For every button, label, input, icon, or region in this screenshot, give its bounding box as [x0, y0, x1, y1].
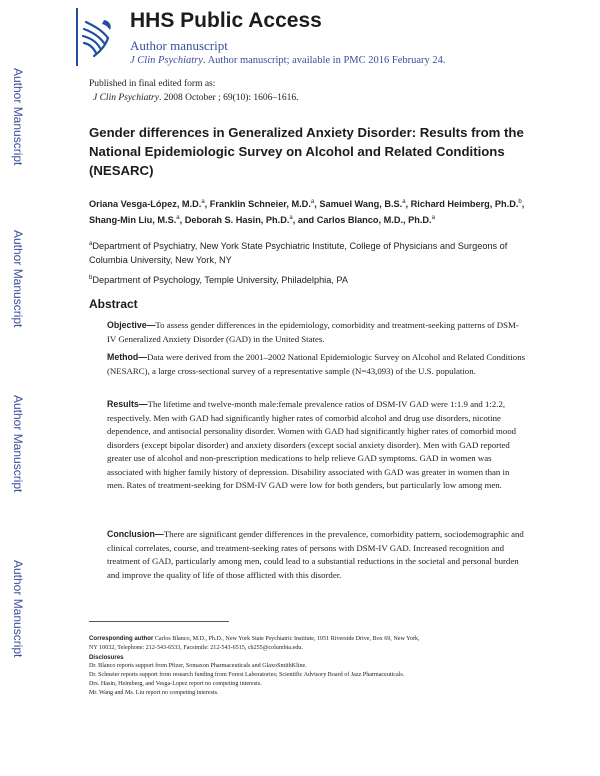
header-divider: [76, 8, 78, 66]
abstract-conclusion: [107, 528, 527, 582]
section-text: The lifetime and twelve-month male:female prevalence ratios of DSM-IV GAD were 1:1.9 and 1:2.2, respectively. Men with GAD had significantly higher rates of comorbid alcohol and drug use disorders, nicotine dependence, and antisocial personality disorder. Women with GAD had significantly higher rates of comorbid mood disorders (except bipolar disorder) and anxiety disorders (except social anxiety disorder). Men with GAD reported greater use of alcohol and non-prescription medications to help relieve GAD symptoms. GAD in women was associated with higher family history of depression. Disability associated with GAD was greater in women than in men. Rates of treatment-seeking for DSM-IV GAD were low for both genders, but particularly low among men.: [107, 399, 517, 490]
footnotes: [89, 634, 529, 698]
author-separator: ,: [521, 199, 525, 210]
citation-details: . 2008 October ; 69(10): 1606–1616.: [158, 93, 299, 103]
side-label-author-manuscript: Author Manuscript: [11, 395, 25, 493]
abstract-results: [107, 398, 527, 493]
author-separator: , and: [292, 214, 317, 225]
author-affiliation-mark: a: [176, 214, 180, 221]
section-text: There are significant gender differences in the prevalence, comorbidity pattern, sociodemographic and clinical correlates, course, and treatment-seeking rates of persons with DSM-IV GAD. Increased recognition and treatment of GAD, particularly among men, could lead to a substantial reductions in the societal and personal burden and improve the quality of life of those afflicted with this disorder.: [107, 529, 524, 580]
author: Samuel Wang, B.S.: [319, 199, 403, 210]
journal-name: J Clin Psychiatry: [130, 55, 203, 66]
author-separator: ,: [314, 199, 320, 210]
availability-text: . Author manuscript; available in PMC 2016 February 24.: [202, 55, 446, 66]
author-separator: ,: [405, 199, 411, 210]
affiliation-mark: b: [89, 275, 93, 281]
author-affiliation-mark: b: [518, 199, 522, 205]
disclosure-line: Drs. Hasin, Heimberg, and Vesga-Lopez report no competing interests.: [89, 681, 262, 687]
author: Deborah S. Hasin, Ph.D.: [184, 214, 290, 225]
disclosure-line: Mr. Wang and Ms. Liu report no competing interests.: [89, 690, 219, 696]
affiliation: [89, 238, 529, 267]
section-text: To assess gender differences in the epidemiology, comorbidity and treatment-seeking patterns of DSM-IV Generalized Anxiety Disorder (GAD) in the United States.: [107, 320, 519, 344]
affiliation-text: Department of Psychology, Temple University, Philadelphia, PA: [92, 275, 349, 286]
author: Richard Heimberg, Ph.D.: [410, 199, 519, 210]
abstract-objective: [107, 319, 527, 346]
hhs-eagle-logo-icon: [80, 12, 114, 62]
article-title: Gender differences in Generalized Anxiety Disorder: Results from the National Epidemiologic Survey on Alcohol and Related Conditions (NESARC): [89, 125, 524, 178]
disclosure-line: Dr. Blanco reports support from Pfizer, Somaxon Pharmaceuticals and GlaxoSmithKline.: [89, 663, 307, 669]
author-list: [89, 196, 529, 227]
author-affiliation-mark: a: [289, 214, 293, 221]
author-affiliation-mark: a: [431, 214, 435, 221]
author-affiliation-mark: a: [201, 199, 205, 205]
author: Carlos Blanco, M.D., Ph.D.: [316, 214, 432, 225]
author-separator: ,: [204, 199, 210, 210]
hhs-public-access-title: HHS Public Access: [130, 9, 322, 32]
footnote-divider: [89, 621, 229, 622]
author: Franklin Schneier, M.D.: [209, 199, 311, 210]
side-label-author-manuscript: Author Manuscript: [11, 560, 25, 658]
abstract-method: [107, 351, 527, 378]
side-label-author-manuscript: Author Manuscript: [11, 68, 25, 166]
section-label: Objective—: [107, 320, 156, 330]
citation-journal: J Clin Psychiatry: [93, 93, 159, 103]
author-manuscript-label: Author manuscript: [130, 38, 228, 53]
disclosures-label: Disclosures: [89, 654, 124, 661]
side-label-author-manuscript: Author Manuscript: [11, 230, 25, 328]
author: Shang-Min Liu, M.S.: [89, 214, 177, 225]
affiliation: [89, 272, 529, 288]
published-label: Published in final edited form as:: [89, 79, 216, 89]
affiliation-mark: a: [89, 241, 93, 247]
disclosure-line: Dr. Schneier reports support from research funding from Forest Laboratories; Scientific Advisory Board of Jazz Pharmaceuticals.: [89, 672, 405, 678]
availability-line: [130, 55, 446, 66]
corresponding-author-text: Carlos Blanco, M.D., Ph.D., New York State Psychiatric Institute, 1051 Riverside Drive, Box 69, New York,: [153, 636, 420, 642]
author-affiliation-mark: a: [402, 199, 406, 205]
section-label: Method—: [107, 352, 148, 362]
section-label: Results—: [107, 399, 148, 409]
affiliation-text: Department of Psychiatry, New York State Psychiatric Institute, College of Physicians and Surgeons of Columbia University, New York, NY: [89, 241, 508, 265]
section-label: Conclusion—: [107, 529, 164, 539]
author: Oriana Vesga-López, M.D.: [89, 199, 202, 210]
section-text: Data were derived from the 2001–2002 National Epidemiologic Survey on Alcohol and Related Conditions (NESARC), a large cross-sectional survey of a representative sample (N=43,093) of the U.S. population.: [107, 352, 526, 376]
abstract-heading: Abstract: [89, 297, 138, 311]
publication-note: [89, 77, 299, 105]
corresponding-author-label: Corresponding author: [89, 635, 154, 642]
author-separator: ,: [179, 214, 185, 225]
corresponding-author-contact: NY 10032, Telephone: 212-543-6533, Facsimile: 212-543-6515, cb255@columbia.edu.: [89, 645, 303, 651]
author-affiliation-mark: a: [310, 199, 315, 205]
corresponding-author: [89, 634, 529, 644]
citation: [89, 91, 299, 105]
